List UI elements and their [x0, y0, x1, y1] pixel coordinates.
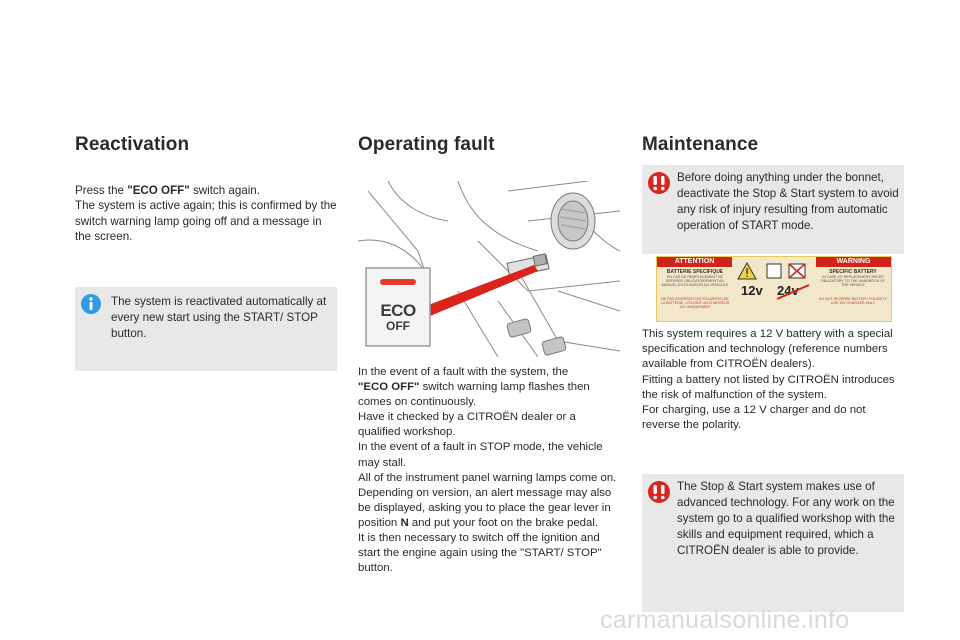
reactivation-text	[75, 183, 337, 245]
label-header-left: ATTENTION	[657, 257, 732, 267]
fault-para-2: Have it checked by a CITROËN dealer or a qualified workshop.	[358, 411, 576, 439]
warning-2-text: The Stop & Start system makes use of advanced technology. For any work on the system go to a qualified workshop with the skills and equipment required, which a CITROËN dealer is able to provide.	[677, 480, 895, 557]
warning-icon	[647, 171, 671, 200]
reactivation-title: Reactivation	[75, 134, 190, 155]
label-24v: 24v	[777, 283, 799, 298]
label-left-sub: EN CAS DE REMPLACEMENT SE REFERER OBLIGATOIREMENT AU MANUEL D'UTILISATION DU VEHICULE	[661, 275, 729, 288]
label-24v-cross	[775, 283, 811, 301]
maintenance-section	[642, 134, 904, 156]
label-left-sub2: NE PAS INVERSER LES POLARITES DE LA BATTERIE, UTILISER UN CHARGEUR 12V UNIQUEMENT	[660, 297, 730, 310]
reactivation-para-1: Press the "ECO OFF" switch again.	[75, 184, 260, 197]
eco-label: ECO	[380, 301, 416, 320]
label-right-sub2: DO NOT REVERSE BATTERY POLARITY, USE 12V CHARGER ONLY	[818, 297, 888, 306]
reactivation-section	[75, 134, 337, 245]
maintenance-title: Maintenance	[642, 134, 759, 155]
watermark: carmanualsonline.info	[600, 606, 850, 634]
label-left-title: BATTERIE SPECIFIQUE	[666, 269, 724, 275]
fault-para-1: In the event of a fault with the system, the "ECO OFF" switch warning lamp flashes then comes on continuously.	[358, 366, 590, 409]
warning-1-text: Before doing anything under the bonnet, deactivate the Stop & Start system to avoid any risk of injury resulting from automatic operation of START mode.	[677, 171, 899, 232]
fault-para-5: Depending on version, an alert message may also be displayed, asking you to place the gear lever in position N and put your foot on the brake pedal.	[358, 486, 612, 529]
operating-fault-section	[358, 134, 620, 156]
operating-fault-title: Operating fault	[358, 134, 495, 155]
fault-para-6: It is then necessary to switch off the ignition and start the engine again using the "START/ STOP" button.	[358, 532, 602, 575]
off-label: OFF	[386, 319, 410, 333]
operating-fault-text	[358, 365, 620, 576]
label-12v: 12v	[741, 283, 763, 298]
dashboard-illustration	[358, 181, 620, 357]
fault-para-4: All of the instrument panel warning lamps come on.	[358, 471, 617, 484]
reactivation-para-2: The system is active again; this is confirmed by the switch warning lamp going off and a message in the screen.	[75, 199, 337, 244]
warning-box-2	[642, 474, 904, 612]
battery-warning-label	[656, 256, 892, 322]
info-icon	[80, 293, 102, 320]
label-right-sub: IN CASE OF REPLACEMENT REFER OBLIGATORY TO THE HANDBOOK OF THE VEHICLE	[820, 275, 886, 288]
maintenance-para-2: Fitting a battery not listed by CITROËN introduces the risk of malfunction of the system.	[642, 373, 895, 401]
warning-box-1	[642, 165, 904, 254]
maintenance-text	[642, 327, 904, 433]
label-header-right: WARNING	[816, 257, 891, 267]
warning-icon	[647, 480, 671, 509]
air-vent	[551, 193, 595, 249]
fault-para-3: In the event of a fault in STOP mode, the vehicle may stall.	[358, 441, 603, 469]
label-right-title: SPECIFIC BATTERY	[829, 269, 877, 275]
info-note-text: The system is reactivated automatically at every new start using the START/ STOP button.	[111, 295, 327, 340]
info-note-box	[75, 287, 337, 371]
maintenance-para-1: This system requires a 12 V battery with a special specification and technology (reference numbers available from CITROËN dealers).	[642, 328, 893, 371]
maintenance-para-3: For charging, use a 12 V charger and do not reverse the polarity.	[642, 404, 866, 432]
